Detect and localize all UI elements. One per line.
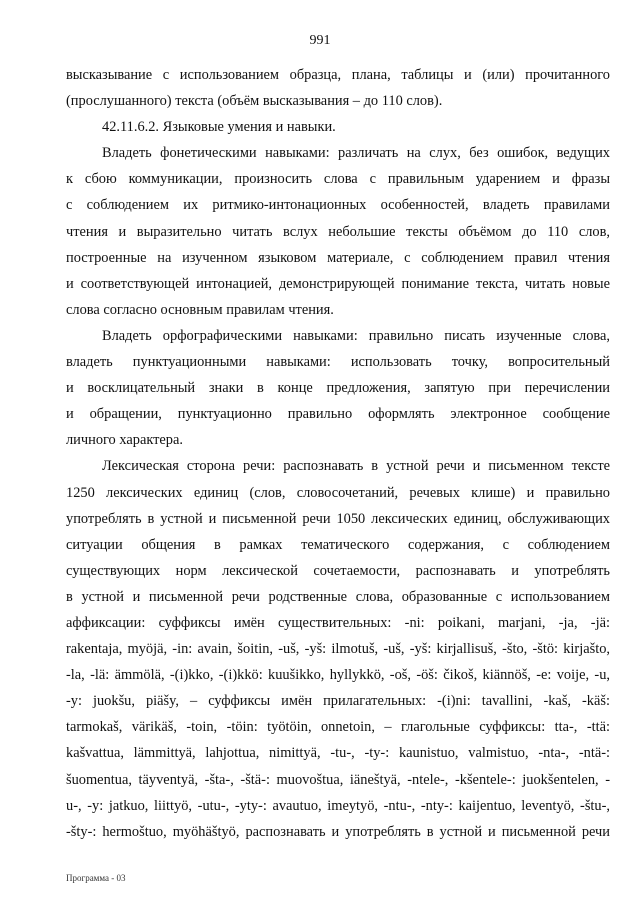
text-line: Владеть фонетическими навыками: различать на слух, без ошибок, ведущих: [102, 145, 610, 162]
document-body: [66, 62, 610, 845]
text-line: -y: juokšu, piäšy, – суффиксы имён прилагательных: -(i)ni: tavallini, -kaš, -käš:: [66, 693, 610, 710]
text-line: ситуации общения в рамках тематического содержания, с соблюдением: [66, 536, 610, 553]
text-line: и восклицательный знаки в конце предложения, запятую при перечислении: [66, 380, 610, 397]
text-line: -la, -lä: ämmölä, -(i)kko, -(i)kkö: kuušikko, hyllykkö, -oš, -öš: čikoš, kiännöš, -e: voije, -u,: [66, 667, 610, 684]
text-line: -šty-: hermoštuo, myöhäštyö, распознавать и употреблять в устной и письменной речи: [66, 823, 610, 840]
text-line: u-, -y: jatkuo, liittyö, -utu-, -yty-: avautuo, imeytyö, -ntu-, -nty-: kaijentuo, leventyö, -štu-,: [66, 797, 610, 814]
page-number: 991: [309, 33, 331, 48]
text-line: употреблять в устной и письменной речи 1050 лексических единиц, обслуживающих: [66, 510, 610, 527]
text-line: чтения и выразительно читать вслух небольшие тексты объёмом до 110 слов,: [66, 223, 610, 240]
text-line: владеть пунктуационными навыками: использовать точку, вопросительный: [66, 354, 610, 371]
text-line: построенные на изученном языковом материале, с соблюдением правил чтения: [66, 249, 610, 266]
text-line: личного характера.: [66, 432, 183, 449]
text-line: и обращении, пунктуационно правильно оформлять электронное сообщение: [66, 406, 610, 423]
text-line: с соблюдением их ритмико-интонационных особенностей, владеть правилами: [66, 197, 610, 214]
text-line: šuomentua, täyventyä, -šta-, -štä-: muovoštua, iäneštyä, -ntele-, -kšentele-: juokšentelen, -: [66, 771, 610, 788]
text-line: (прослушанного) текста (объём высказывания – до 110 слов).: [66, 93, 443, 110]
text-line: 42.11.6.2. Языковые умения и навыки.: [102, 119, 336, 136]
text-line: и соответствующей интонацией, демонстрирующей понимание текста, читать новые: [66, 275, 610, 292]
text-line: в устной и письменной речи родственные слова, образованные с использованием: [66, 588, 610, 605]
text-line: к сбою коммуникации, произносить слова с правильным ударением и фразы: [66, 171, 610, 188]
text-line: высказывание с использованием образца, плана, таблицы и (или) прочитанного: [66, 67, 610, 83]
text-line: 1250 лексических единиц (слов, словосочетаний, речевых клише) и правильно: [66, 484, 610, 501]
text-line: Владеть орфографическими навыками: правильно писать изученные слова,: [102, 327, 610, 344]
text-line: tarmokaš, värikäš, -toin, -töin: työtöin, onnetoin, – глагольные суффиксы: tta-, -ttä:: [66, 719, 610, 736]
text-line: Лексическая сторона речи: распознавать в устной речи и письменном тексте: [102, 458, 610, 475]
page-footer: Программа - 03: [66, 873, 126, 883]
text-line: слова согласно основным правилам чтения.: [66, 301, 334, 318]
text-line: существующих норм лексической сочетаемости, распознавать и употреблять: [66, 562, 610, 579]
text-line: rakentaja, myöjä, -in: avain, šoitin, -uš, -yš: ilmotuš, -uš, -yš: kirjallisuš, -što, -štö: kirjašto,: [66, 641, 610, 658]
text-line: kašvattua, lämmittyä, lahjottua, nimittyä, -tu-, -ty-: kaunistuo, valmistuo, -nta-, -ntä-:: [66, 745, 610, 762]
text-line: аффиксации: суффиксы имён существительных: -ni: poikani, marjani, -ja, -jä:: [66, 614, 610, 631]
